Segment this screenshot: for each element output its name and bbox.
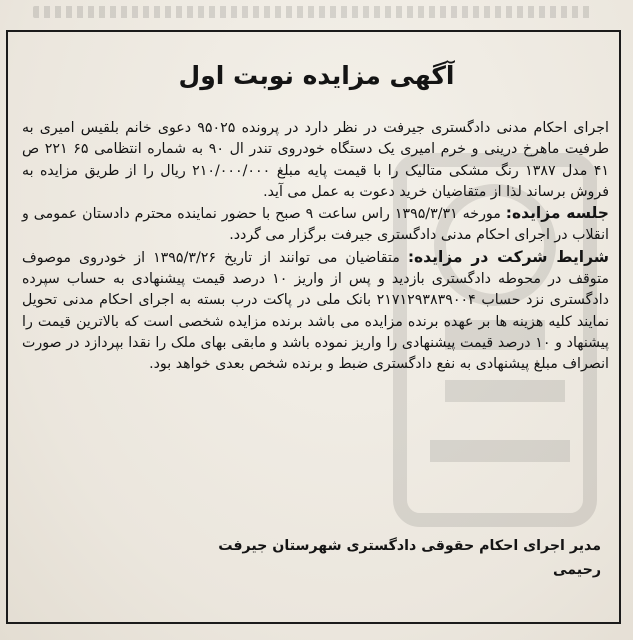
conditions-label: شرایط شرکت در مزایده: <box>407 247 609 266</box>
signature-block <box>218 534 601 582</box>
session-label: جلسه مزایده: <box>505 204 609 223</box>
bleed-through-text <box>33 6 593 18</box>
session-paragraph <box>22 203 609 247</box>
session-text: مورخه ۱۳۹۵/۳/۳۱ راس ساعت ۹ صبح با حضور نماینده محترم دادستان عمومی و انقلاب در اجرای احکام مدنی دادگستری جیرفت برگزار می گردد. <box>22 206 609 244</box>
signature-title: مدیر اجرای احکام حقوقی دادگستری شهرستان جیرفت <box>218 538 601 554</box>
signature-name: رحیمی <box>552 562 601 578</box>
notice-body <box>22 118 609 376</box>
intro-paragraph: اجرای احکام مدنی دادگستری جیرفت در نظر دارد در پرونده ۹۵۰۲۵ دعوی خانم بلقیس امیری به طرفیت ماهرخ درینی و خرم امیری یک دستگاه خودروی تندر ال ۹۰ به شماره انتظامی ۶۵ ۲۲۱ ص ۴۱ مدل ۱۳۸۷ رنگ مشکی متالیک را با قیمت پایه مبلغ ۲۱۰/۰۰۰/۰۰۰ ریال را از طریق مزایده به فروش برساند لذا از متقاضیان خرید دعوت به عمل می آید. <box>22 120 610 200</box>
conditions-text: متقاضیان می توانند از تاریخ ۱۳۹۵/۳/۲۶ از خودروی موصوف متوقف در محوطه دادگستری بازدید و پس از واریز ۱۰ درصد قیمت پیشنهادی به حساب سپرده دادگستری نزد حساب ۲۱۷۱۲۹۳۸۳۹۰۰۴ بانک ملی در پاکت درب بسته به اجرای احکام مدنی تحویل نمایند کلیه هزینه ها بر عهده برنده مزایده می باشد برنده مزایده شخصی است که بالاترین قیمت را پیشنهاد و ۱۰ درصد قیمت پیشنهادی را واریز نموده باشد و مابقی بهای ملک را نقدا بپردازد در صورت انصراف مبلغ پیشنهادی به نفع دادگستری ضبط و برنده شخص بعدی خواهد بود. <box>22 249 610 373</box>
conditions-paragraph <box>22 247 609 376</box>
notice-title: آگهی مزایده نوبت اول <box>178 60 455 90</box>
